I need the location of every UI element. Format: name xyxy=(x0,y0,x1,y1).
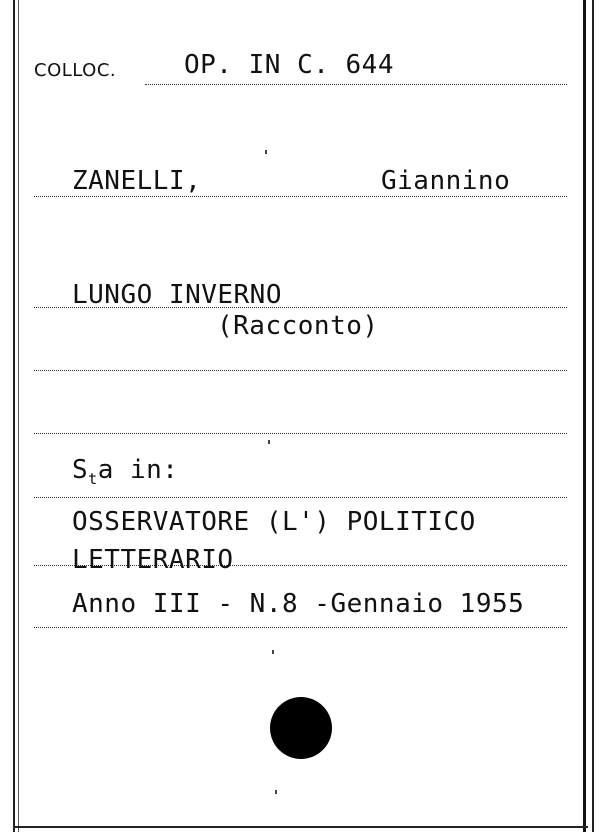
work-title: LUNGO INVERNO xyxy=(72,280,282,310)
sta-in-sub: t xyxy=(88,470,98,488)
sta-in-prefix: S xyxy=(72,455,89,485)
speck xyxy=(272,650,274,654)
colloc-rule xyxy=(145,84,567,85)
author-rule xyxy=(34,196,567,197)
card-right-border-outer xyxy=(592,0,594,832)
colloc-label: COLLOC. xyxy=(34,60,117,81)
card-left-border-inner xyxy=(18,0,19,832)
card-left-border xyxy=(13,0,15,832)
sta-in-rule xyxy=(34,497,567,498)
author-name: Giannino xyxy=(381,166,511,196)
blank-rule-1 xyxy=(34,370,567,371)
author-surname: ZANELLI, xyxy=(72,166,202,196)
colloc-value: OP. IN C. 644 xyxy=(184,50,394,80)
punch-hole xyxy=(270,697,332,759)
work-subtitle: (Racconto) xyxy=(217,311,379,341)
source-line-2: LETTERARIO xyxy=(72,545,234,575)
source-line-3: Anno III - N.8 -Gennaio 1955 xyxy=(72,589,525,619)
source-rule-2 xyxy=(34,627,567,628)
source-line-1: OSSERVATORE (L') POLITICO xyxy=(72,507,476,537)
card-bottom-border xyxy=(13,826,588,828)
blank-rule-2 xyxy=(34,433,567,434)
speck xyxy=(275,790,277,794)
card-right-border xyxy=(583,0,586,832)
sta-in-label xyxy=(72,455,179,488)
speck xyxy=(268,440,270,444)
speck xyxy=(265,150,267,154)
sta-in-rest: a in: xyxy=(97,455,179,485)
